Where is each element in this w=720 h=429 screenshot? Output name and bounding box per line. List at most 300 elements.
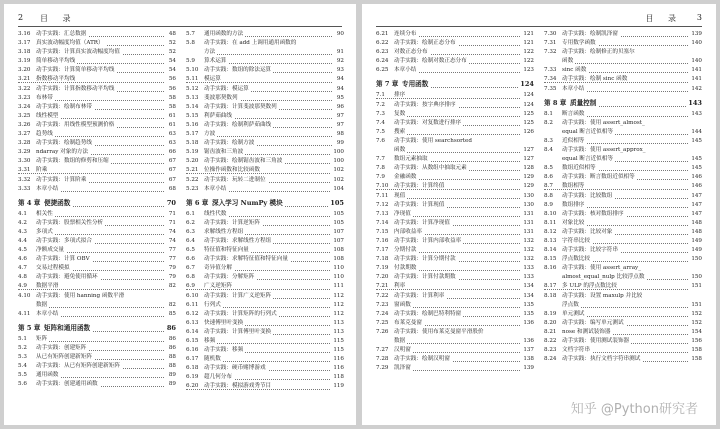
- toc-entry-page: 124: [520, 80, 534, 89]
- toc-entry-title: 动手实践：绘制布林带: [36, 103, 92, 110]
- toc-entry-number: 8.14: [544, 247, 557, 254]
- toc-entry-title: 分期付款: [394, 247, 417, 254]
- toc-entry: [376, 346, 534, 355]
- toc-entry-label: [376, 111, 407, 117]
- toc-entry-number: 3.31: [18, 167, 31, 174]
- toc-entry-label: [376, 347, 413, 353]
- toc-entry-title: 交易过程模拟: [36, 265, 70, 272]
- toc-entry-label: [544, 338, 631, 344]
- toc-entry-page: 132: [521, 246, 534, 255]
- toc-entry: [544, 301, 702, 310]
- toc-entry-page: 88: [167, 353, 176, 362]
- toc-entry-label: [544, 293, 644, 299]
- toc-entry-page: 131: [521, 228, 534, 237]
- toc-entry: [376, 301, 534, 310]
- toc-entry-label: [18, 95, 55, 101]
- toc-entry-title: 专用函数: [402, 80, 429, 89]
- toc-entry-page: 134: [521, 282, 534, 291]
- toc-entry-title: 函数: [394, 147, 406, 154]
- toc-entry-number: 5.13: [186, 94, 199, 101]
- toc-entry: [544, 66, 702, 75]
- toc-entry-number: 6.13: [186, 319, 199, 326]
- toc-entry-label: [544, 329, 613, 335]
- toc-entry-page: 145: [689, 164, 702, 173]
- toc-entry: [186, 346, 344, 355]
- toc-entry-label: [186, 211, 228, 217]
- toc-entry-number: 3.20: [18, 67, 31, 74]
- toc-entry-page: 89: [167, 371, 176, 380]
- toc-entry-page: 136: [521, 337, 534, 346]
- toc-entry: [18, 310, 176, 319]
- toc-entry-label: [18, 381, 100, 387]
- toc-entry: [376, 101, 534, 110]
- toc-entry: [18, 130, 176, 139]
- toc-entry-title: 动手实践：使用 assert_approx_: [562, 147, 646, 154]
- toc-entry-number: 6.22: [376, 40, 389, 47]
- toc-entry-label: [544, 111, 586, 117]
- toc-entry-label: [18, 104, 94, 110]
- toc-entry-label: [376, 147, 407, 153]
- toc-entry-label: [18, 372, 60, 378]
- toc-entry-label: [376, 67, 418, 73]
- toc-entry-page: 130: [521, 192, 534, 201]
- toc-entry-page: 135: [521, 310, 534, 319]
- toc-entry: [186, 66, 344, 75]
- toc-entry-title: 窗函数: [394, 301, 411, 308]
- toc-entry-number: 第 5 章: [18, 323, 41, 332]
- toc-entry: [186, 301, 344, 310]
- toc-entry: [18, 219, 176, 228]
- toc-entry-title: 动手实践：玩转二进制位: [204, 176, 266, 183]
- toc-entry-number: 5.4: [18, 363, 27, 370]
- toc-entry-label: [18, 229, 55, 235]
- toc-entry-label: [376, 156, 430, 162]
- toc-entry-label: [18, 311, 60, 317]
- toc-entry-page: 127: [521, 146, 534, 155]
- toc-entry-label: [544, 193, 614, 199]
- toc-entry-title: 字符串比较: [562, 237, 590, 244]
- toc-entry-number: 7.23: [376, 301, 389, 308]
- toc-entry-number: 3.16: [18, 31, 31, 37]
- toc-entry-label: [544, 183, 586, 189]
- toc-entry-number: 7.25: [376, 319, 389, 326]
- toc-entry: [18, 57, 176, 66]
- toc-entry: [376, 173, 534, 182]
- toc-entry-number: 4.5: [18, 247, 27, 254]
- toc-entry: [376, 228, 534, 237]
- toc-entry-title: 模运算: [204, 76, 221, 83]
- toc-entry-title: 动手实践：计算付款期数: [394, 274, 456, 281]
- toc-entry-number: 3.28: [18, 140, 31, 147]
- toc-entry-number: 7.5: [376, 128, 385, 135]
- toc-entry-label: [186, 186, 228, 192]
- toc-entry-label: [376, 202, 446, 208]
- toc-entry-number: 8.20: [544, 319, 557, 326]
- toc-entry-page: 97: [335, 112, 344, 121]
- toc-entry: [376, 146, 534, 155]
- toc-entry-title: 对象比较: [562, 219, 585, 226]
- toc-entry-number: 3.22: [18, 85, 31, 92]
- toc-entry: [544, 39, 702, 48]
- toc-entry: [544, 48, 702, 57]
- toc-entry-number: 7.7: [376, 156, 385, 163]
- toc-entry-title: 金融函数: [394, 174, 417, 181]
- toc-column: [376, 30, 534, 373]
- toc-entry-title: 动手实践：计算现值: [394, 201, 445, 208]
- toc-entry-label: [18, 247, 66, 253]
- toc-entry-page: 132: [521, 237, 534, 246]
- toc-entry-title: 动手实践：数组的修剪和压缩: [36, 158, 109, 165]
- toc-entry-page: 130: [521, 201, 534, 210]
- toc-entry-page: 131: [521, 210, 534, 219]
- toc-entry: [18, 185, 176, 194]
- toc-entry-label: [186, 49, 217, 55]
- toc-entry: [376, 219, 534, 228]
- toc-entry-label: [544, 311, 586, 317]
- toc-entry-title: 动手实践：计算终值: [394, 183, 445, 190]
- toc-entry-number: 6.15: [186, 338, 199, 344]
- toc-entry-number: 5.9: [186, 58, 195, 65]
- toc-entry: [18, 39, 176, 48]
- toc-entry-label: [376, 256, 458, 262]
- toc-entry-title: 动手实践：绘制方波: [204, 140, 255, 147]
- toc-entry: [186, 328, 344, 337]
- toc-entry: [18, 282, 176, 291]
- toc-entry-page: 105: [331, 219, 344, 228]
- toc-entry-number: 7.28: [376, 356, 389, 363]
- toc-entry: [186, 246, 344, 255]
- toc-entry-title: 动手实践：分解矩阵: [204, 274, 255, 281]
- toc-entry: [186, 57, 344, 66]
- toc-entry-page: 125: [521, 119, 534, 128]
- toc-entry-page: 158: [689, 346, 702, 355]
- page-header: [376, 12, 702, 27]
- toc-entry: [186, 237, 344, 246]
- toc-entry-title: 动手实践：计算傅里叶变换: [204, 328, 272, 335]
- toc-entry: [18, 335, 176, 344]
- toc-entry-number: 6.25: [376, 67, 389, 74]
- toc-entry-number: 8.18: [544, 292, 557, 299]
- toc-entry: [376, 30, 534, 39]
- toc-entry-number: 6.5: [186, 247, 195, 254]
- toc-entry-title: 动手实践：硬币赌博游戏: [204, 365, 266, 372]
- toc-entry-label: [376, 129, 407, 135]
- toc-entry-label: [18, 283, 60, 289]
- toc-entry-page: 77: [167, 255, 176, 264]
- right-page: [362, 4, 716, 425]
- toc-entry-label: [376, 338, 407, 344]
- toc-entry-title: 动手实践：绘制汉明窗: [394, 356, 450, 363]
- toc-entry-number: 4.3: [18, 228, 27, 235]
- toc-entry: [186, 364, 344, 373]
- toc-entry-number: 3.33: [18, 185, 31, 192]
- toc-entry-label: [18, 40, 106, 46]
- toc-entry-title: 多 ULP 的浮点数比较: [562, 283, 617, 290]
- toc-entry-number: 6.21: [376, 31, 389, 37]
- toc-entry-page: 146: [689, 182, 702, 191]
- toc-entry-page: 48: [167, 30, 176, 39]
- toc-entry-page: 112: [331, 301, 344, 310]
- toc-entry: [186, 121, 344, 130]
- toc-entry: [544, 355, 702, 364]
- toc-entry-label: [186, 113, 234, 119]
- toc-entry-title: 超几何分布: [204, 374, 232, 381]
- toc-entry-page: 82: [167, 301, 176, 310]
- toc-entry-label: [18, 167, 49, 173]
- toc-entry: [376, 210, 534, 219]
- toc-entry-page: 63: [167, 139, 176, 148]
- toc-entry-page: 143: [688, 98, 702, 107]
- toc-entry-page: 131: [521, 219, 534, 228]
- toc-entry-title: 动手实践：模运算: [204, 85, 249, 92]
- toc-entry-number: 5.21: [186, 167, 199, 174]
- toc-entry: [376, 237, 534, 246]
- toc-entry-number: 7.32: [544, 49, 557, 56]
- toc-column: [186, 30, 344, 392]
- toc-entry-title: 动手实践：移频: [204, 347, 244, 354]
- toc-entry-number: 4.10: [18, 292, 31, 299]
- toc-entry: [376, 255, 534, 264]
- toc-entry-title: 单元测试: [562, 310, 585, 317]
- toc-entry-title: 动手实践：在 add 上调用通用函数的: [204, 40, 297, 47]
- toc-entry-label: [18, 274, 100, 280]
- toc-entry-label: [376, 92, 407, 98]
- toc-entry-page: 129: [521, 173, 534, 182]
- toc-entry-number: 3.23: [18, 94, 31, 101]
- toc-entry-label: [544, 283, 619, 289]
- toc-entry-page: 116: [331, 355, 344, 364]
- toc-entry-label: [186, 177, 268, 183]
- toc-entry-label: [544, 265, 643, 271]
- toc-entry-label: [544, 40, 598, 46]
- toc-entry-label: [186, 40, 298, 46]
- toc-entry: [18, 139, 176, 148]
- toc-entry-title: 动手实践：使用 hanning 函数平滑: [36, 292, 125, 299]
- toc-entry-label: [18, 67, 116, 73]
- toc-entry: [186, 373, 344, 382]
- toc-entry-page: 150: [689, 273, 702, 282]
- toc-entry: [18, 176, 176, 185]
- toc-entry-number: 8.12: [544, 228, 557, 235]
- toc-entry-label: [18, 149, 90, 155]
- toc-entry-title: 矩阵: [36, 335, 48, 342]
- toc-entry-page: 119: [331, 382, 344, 391]
- toc-entry-number: 3.29: [18, 149, 31, 156]
- toc-entry: [376, 119, 534, 128]
- toc-entry-page: 94: [335, 75, 344, 84]
- toc-entry-number: 7.2: [376, 101, 385, 108]
- toc-entry-label: [544, 138, 586, 144]
- toc-entry-number: 3.18: [18, 49, 31, 56]
- toc-entry-page: 74: [167, 237, 176, 246]
- toc-entry-number: 6.10: [186, 292, 199, 299]
- toc-entry-label: [376, 31, 418, 37]
- toc-entry-label: [544, 211, 626, 217]
- toc-entry-page: 90: [335, 30, 344, 39]
- toc-entry-page: 140: [689, 57, 702, 66]
- toc-entry: [376, 91, 534, 100]
- toc-entry-title: 本章小结: [562, 85, 585, 92]
- toc-entry-page: 139: [521, 364, 534, 373]
- toc-entry-number: 8.8: [544, 192, 553, 199]
- toc-entry-number: 6.2: [186, 219, 195, 226]
- toc-entry-label: [186, 131, 217, 137]
- toc-entry-title: 锯齿波和三角波: [204, 149, 244, 156]
- toc-entry-title: 汉明窗: [394, 347, 411, 354]
- toc-entry-number: 7.17: [376, 247, 389, 254]
- toc-entry-label: [186, 356, 223, 362]
- toc-entry-number: 6.23: [376, 49, 389, 56]
- toc-entry-page: 146: [689, 173, 702, 182]
- toc-entry-label: [18, 86, 116, 92]
- toc-entry-label: [186, 320, 245, 326]
- toc-column: [18, 30, 176, 389]
- toc-entry: [186, 130, 344, 139]
- toc-entry-label: [18, 265, 72, 271]
- toc-entry-label: [544, 120, 647, 126]
- toc-entry: [544, 282, 702, 291]
- toc-entry-number: 第 6 章: [186, 198, 209, 207]
- toc-entry: [18, 210, 176, 219]
- toc-entry-page: 124: [521, 101, 534, 110]
- toc-entry-number: 3.27: [18, 131, 31, 138]
- toc-entry-title: 复数: [394, 110, 406, 117]
- toc-entry: [186, 264, 344, 273]
- toc-entry-label: [376, 120, 463, 126]
- toc-entry-label: [186, 149, 245, 155]
- toc-entry-number: 6.9: [186, 283, 195, 290]
- toc-entry: [186, 30, 344, 39]
- toc-entry-page: 95: [335, 94, 344, 103]
- toc-entry-number: 第 4 章: [18, 198, 41, 207]
- toc-entry-title: 通用函数的方法: [204, 31, 244, 37]
- toc-entry: [544, 146, 702, 155]
- toc-entry: [18, 301, 176, 310]
- toc-entry: [544, 155, 702, 164]
- toc-entry-title: 连续分布: [394, 31, 417, 37]
- toc-entry-number: 4.11: [18, 310, 31, 317]
- toc-entry-page: 86: [166, 323, 176, 332]
- toc-entry: [18, 121, 176, 130]
- toc-entry: [186, 166, 344, 175]
- toc-entry-title: 文档字符串: [562, 347, 590, 354]
- toc-entry: [544, 119, 702, 128]
- toc-entry-number: 8.13: [544, 237, 557, 244]
- toc-entry-number: 7.9: [376, 174, 385, 181]
- toc-entry-number: 7.1: [376, 92, 385, 99]
- toc-entry-page: 112: [331, 310, 344, 319]
- toc-entry-title: 净现值: [394, 210, 411, 217]
- toc-entry-number: 7.14: [376, 219, 389, 226]
- toc-entry-number: 5.8: [186, 40, 195, 47]
- toc-entry-number: 8.15: [544, 256, 557, 263]
- toc-entry-title: 动手实践：使用 searchsorted: [394, 137, 472, 144]
- toc-entry-title: almost_equal_nulp 比较浮点数: [562, 274, 645, 281]
- toc-entry-number: 7.13: [376, 210, 389, 217]
- toc-entry-label: [186, 58, 228, 64]
- toc-entry-number: 8.17: [544, 283, 557, 290]
- toc-entry: [544, 319, 702, 328]
- toc-entry-title: nose 和测试装饰器: [562, 328, 611, 335]
- toc-entry-title: 动手实践：使用 assert_array_: [562, 265, 642, 272]
- toc-entry-label: [544, 220, 586, 226]
- toc-entry-label: [376, 40, 458, 46]
- toc-entry-label: [186, 311, 279, 317]
- toc-entry-number: 8.24: [544, 356, 557, 363]
- toc-entry-label: [376, 311, 463, 317]
- toc-entry-label: [376, 247, 418, 253]
- toc-entry-title: 动手实践：设置 maxulp 并比较: [562, 292, 643, 299]
- toc-entry-label: [376, 356, 452, 362]
- toc-entry: [186, 48, 344, 57]
- toc-entry: [376, 273, 534, 282]
- toc-entry-number: 8.11: [544, 219, 557, 226]
- toc-entry-title: 动手实践：求解特征值和特征向量: [204, 256, 288, 263]
- toc-entry-number: 8.6: [544, 174, 553, 181]
- toc-entry-page: 136: [521, 319, 534, 328]
- toc-entry: [376, 292, 534, 301]
- toc-entry-label: [544, 247, 620, 253]
- toc-entry-title: 动手实践：计算净现值: [394, 219, 450, 226]
- toc-entry-number: 7.22: [376, 292, 389, 299]
- toc-entry: [18, 371, 176, 380]
- toc-entry-number: 5.1: [18, 335, 27, 342]
- toc-entry-page: 105: [331, 210, 344, 219]
- toc-entry-number: 8.10: [544, 210, 557, 217]
- toc-entry-title: 动手实践：数组的除法运算: [204, 67, 272, 74]
- toc-entry-title: 动手实践：执行文档字符串测试: [562, 356, 641, 363]
- toc-entry-number: 7.20: [376, 274, 389, 281]
- toc-entry-title: 动手实践：计算内部收益率: [394, 237, 462, 244]
- toc-entry-label: [186, 95, 240, 101]
- toc-entry-title: 多项式: [36, 228, 53, 235]
- toc-entry-label: [18, 140, 94, 146]
- toc-entry-title: 对数正态分布: [394, 49, 428, 56]
- toc-entry-title: 动手实践：使用 assert_almost_: [562, 119, 645, 126]
- toc-entry-title: 动手实践：绘制凯泽窗: [562, 31, 618, 37]
- toc-entry-page: 140: [689, 39, 702, 48]
- toc-entry-number: 7.10: [376, 183, 389, 190]
- toc-entry-label: [18, 122, 116, 128]
- toc-entry-title: 动手实践：计算阶乘: [36, 176, 87, 183]
- toc-entry-title: 特征值和特征向量: [204, 247, 249, 254]
- toc-entry-title: 动手实践：计算真实波动幅度均值: [36, 49, 120, 56]
- toc-entry-label: [186, 274, 256, 280]
- toc-entry-title: 数组元素抽取: [394, 156, 428, 163]
- toc-entry-label: [18, 302, 49, 308]
- toc-entry-title: 动手实践：编写单元测试: [562, 319, 624, 326]
- toc-entry-title: 内部收益率: [394, 228, 422, 235]
- toc-entry-title: 线性代数: [204, 210, 227, 217]
- toc-entry-label: [186, 104, 279, 110]
- toc-entry: [186, 85, 344, 94]
- toc-entry-title: 排序: [394, 92, 406, 99]
- toc-entry-page: 63: [167, 130, 176, 139]
- toc-entry: [186, 273, 344, 282]
- toc-entry-number: 8.23: [544, 347, 557, 354]
- toc-entry-title: 数据: [36, 301, 48, 308]
- toc-entry-label: [18, 49, 122, 55]
- toc-entry-title: 求解线性方程组: [204, 228, 244, 235]
- toc-entry-title: 动手实践：计算逆矩阵: [204, 219, 260, 226]
- toc-entry-number: 6.7: [186, 265, 195, 272]
- toc-entry-label: [544, 49, 637, 55]
- toc-entry: [544, 30, 702, 39]
- toc-entry-title: 动手实践：计算利率: [394, 292, 445, 299]
- toc-entry-title: 斐波那契数列: [204, 94, 238, 101]
- toc-entry-number: 7.31: [544, 40, 557, 47]
- toc-entry-page: 86: [167, 335, 176, 344]
